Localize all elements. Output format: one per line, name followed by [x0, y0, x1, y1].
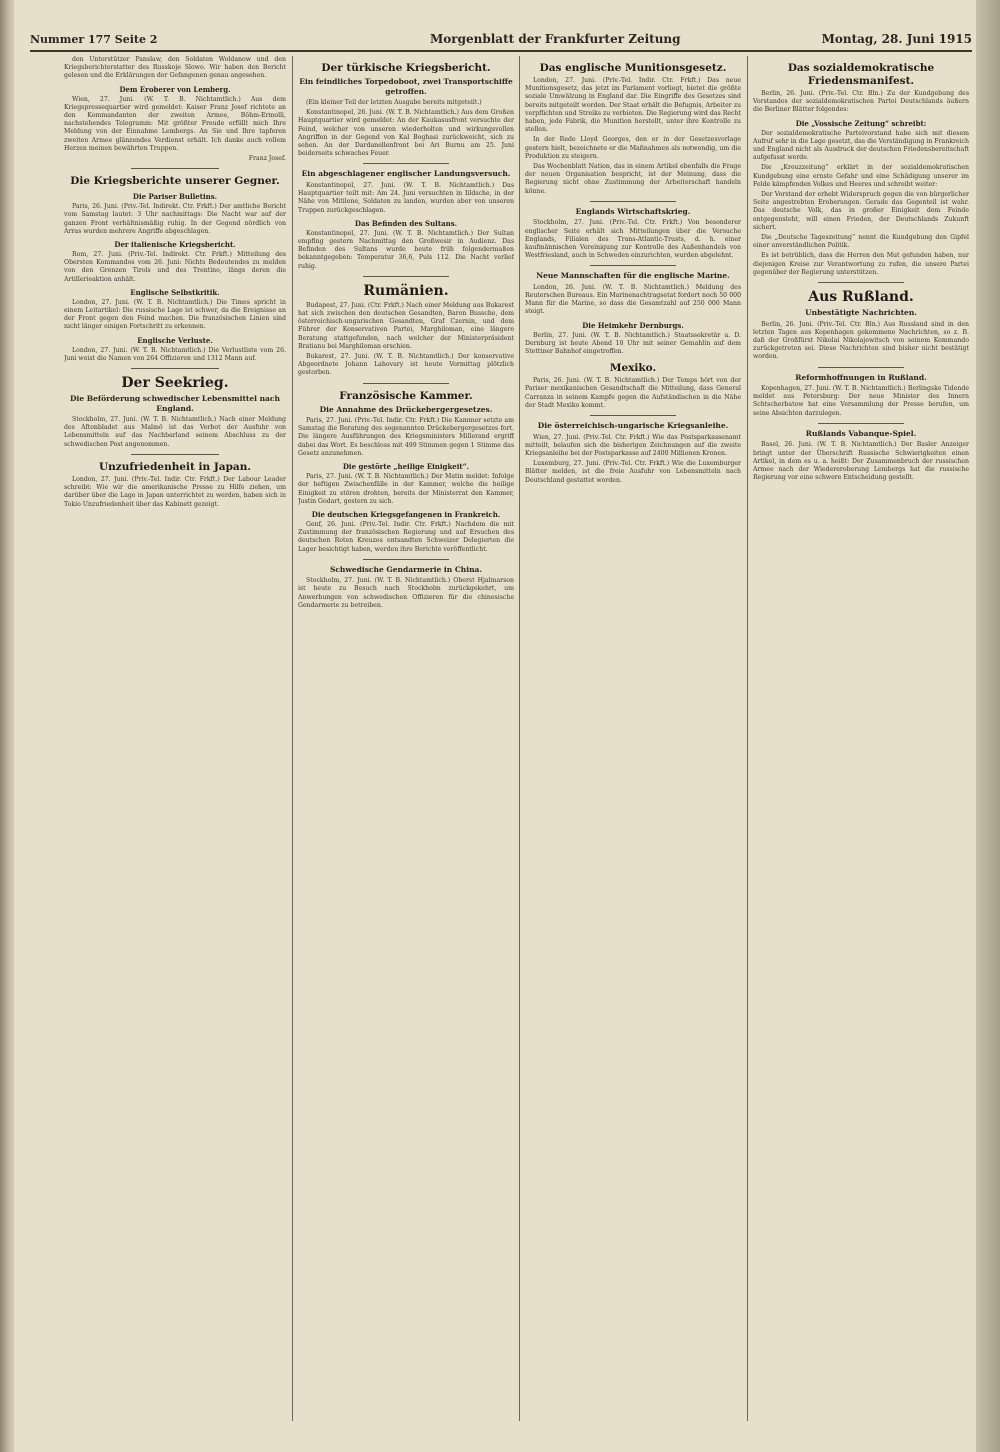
- article-heading: Das Befinden des Sultans.: [354, 218, 458, 228]
- divider: [818, 367, 904, 368]
- divider: [131, 454, 220, 455]
- divider: [590, 415, 676, 416]
- article-text: London, 27. Juni. (Priv.-Tel. Indir. Ctr. Frkft.) Der Labour Leader schreibt: Wie wir die amerikanische Presse zu Hilfe ziehen, um darüber über die Lage in Japan unterrichtet zu werden, haben sich in Tokio Unzufriedenheit über das Kabinett gezeigt.: [64, 475, 286, 508]
- article-text: Die „Deutsche Tageszeitung“ nennt die Kundgebung den Gipfel einer unverständlichen Politik.: [753, 234, 969, 250]
- section-heading: Aus Rußland.: [808, 289, 914, 306]
- article-text: Paris, 27. Juni. (W. T. B. Nichtamtlich.) Der Matin meldet: Infolge der heftigen Zwischenfälle in der Kammer, welche die heilige Einigkeit zu stören drohten, bereits der Ministerrat den Kammer, Justin Godart, gestern zu sich.: [298, 473, 514, 505]
- article-text: Budapest, 27. Juni. (Ctr. Frkft.) Nach einer Meldung aus Bukarest hat sich zwischen den deutschen Gesandten, Baron Bussche, dem österreichisch-ungarischen Gesandten, Graf Czernin, und dem Führer der Konservativen Partei, Marghiloman, eine längere Beratung stattgefunden, nach welcher der Ministerpräsident Bratianu bei Marghiloman erschien.: [298, 301, 514, 350]
- article-text: Wien, 27. Juni. (Priv.-Tel. Ctr. Frkft.) Wie das Postsparkassenamt mitteilt, belaufen sich die bisherigen Zeichnungen auf die zweite Kriegsanleihe bei der Postsparkasse auf 2400 Millionen Kronen.: [525, 433, 741, 457]
- article-text: London, 26. Juni. (W. T. B. Nichtamtlich.) Meldung des Reuterschen Bureaus. Ein Marinenachtragsetat fordert noch 50 000 Mann für die Marine, so dass die Gesamtzahl auf 250 000 Mann steigt.: [525, 283, 741, 316]
- section-heading: Der türkische Kriegsbericht.: [321, 62, 491, 74]
- article-text: Es ist betrüblich, dass die Herren den Mut gefunden haben, nur diejenigen Kreise zur Verantwortung zu rufen, die unsere Partei gegenüber der Regierung unterstützen.: [753, 252, 969, 276]
- section-heading: Der Seekrieg.: [121, 375, 229, 392]
- section-heading: Rumänien.: [363, 282, 449, 299]
- section-heading: Französische Kammer.: [339, 389, 473, 402]
- article-heading: Englische Verluste.: [137, 335, 213, 345]
- divider: [363, 163, 449, 164]
- divider: [590, 265, 676, 266]
- article-text: Kopenhagen, 27. Juni. (W. T. B. Nichtamtlich.) Berlingske Tidende meldet aus Petersburg: Der neue Minister des Innern Schtscherbatow hat eine Versammlung der Presse berufen, um seine Absichten darzulegen.: [753, 385, 969, 417]
- article-heading: Die gestörte „heilige Einigkeit“.: [342, 462, 470, 472]
- article-heading: Der italienische Kriegsbericht.: [114, 240, 236, 250]
- page-header: [30, 30, 972, 52]
- section-heading: Die Kriegsberichte unserer Gegner.: [70, 175, 280, 188]
- article-heading: Die österreichisch-ungarische Kriegsanleihe.: [537, 421, 729, 431]
- article-text: Paris, 26. Juni. (W. T. B. Nichtamtlich.) Der Temps hört von der Pariser mexikanischen Gesandtschaft die Mitteilung, dass General Carranza in seinem Kampfe gegen die Aufständischen in die Nähe der Stadt Mexiko kommt.: [525, 377, 741, 409]
- article-heading: Schwedische Gendarmerie in China.: [329, 564, 483, 574]
- article-heading: Englische Selbstkritik.: [130, 287, 220, 297]
- section-heading: Das englische Munitionsgesetz.: [539, 62, 727, 74]
- article-text: Stockholm, 27. Juni. (W. T. B. Nichtamtlich.) Nach einer Meldung des Aftonbladet aus Malmö ist das Verbot der Ausfuhr von Lebensmitteln auf das Nachbarland seinem Abschluss zu der schwedischen Post angenommen.: [64, 416, 286, 448]
- column-3: [525, 56, 741, 1426]
- signature: Franz Josef.: [248, 155, 286, 163]
- article-text: Konstantinopel, 27. Juni. (W. T. B. Nichtamtlich.) Das Hauptquartier teilt mit: Am 24. Juni versuchten in Iildsche, in der Nähe von Mitilene, Soldaten zu landen, wurden aber von unseren Truppen zurückgeschlagen.: [298, 181, 514, 214]
- divider: [818, 423, 904, 424]
- article-text: In der Rede Lloyd Georges, den er in der Gesetzesvorlage gestern hielt, bezeichnete er die Maßnahmen als notwendig, um die Produktion zu steigern.: [525, 136, 741, 160]
- article-subheading: Unbestätigte Nachrichten.: [805, 308, 917, 318]
- divider: [818, 282, 904, 283]
- article-subheading: Die Beförderung schwedischer Lebensmittel nach England.: [70, 394, 280, 413]
- column-2: [298, 56, 514, 1426]
- article-heading: Reformhoffnungen in Rußland.: [795, 372, 927, 382]
- column-rule: [747, 56, 748, 1421]
- article-heading: Dem Eroberer von Lemberg.: [119, 84, 231, 94]
- section-heading: Das sozialdemokratische Friedensmanifest.: [787, 62, 935, 87]
- article-text: Das Wochenblatt Nation, das in einem Artikel ebenfalls die Frage der neuen Organisation bespricht, ist der Meinung, dass die Regierung nicht ohne Zustimmung der Arbeiterschaft handeln könne.: [525, 163, 741, 195]
- article-heading: Die Pariser Bulletins.: [132, 192, 218, 202]
- article-heading: Die deutschen Kriegsgefangenen in Frankreich.: [311, 509, 501, 519]
- column-1: [64, 56, 286, 1426]
- article-text: Der Vorstand der erhebt Widerspruch gegen die von bürgerlicher Seite angestrebten Eroberungen. Gerade das Gegenteil ist wahr. Das deutsche Volk, das in großer Einigkeit dem Feinde entgegensteht, will einen Frieden, der Deutschlands Zukunft sichert.: [753, 191, 969, 231]
- section-heading: Unzufriedenheit in Japan.: [98, 460, 252, 473]
- article-heading: Neue Mannschaften für die englische Marine.: [536, 271, 730, 281]
- divider: [131, 368, 220, 369]
- article-text: Berlin, 27. Juni. (W. T. B. Nichtamtlich.) Staatssekretär a. D. Dernburg ist heute Abend 10 Uhr mit seiner Gemahlin auf dem Stettiner Bahnhof eingetroffen.: [525, 331, 741, 356]
- column-rule: [519, 56, 520, 1421]
- column-rule: [292, 56, 293, 1421]
- article-heading: Ein abgeschlagener englischer Landungsversuch.: [301, 169, 511, 179]
- article-text: Berlin, 26. Juni. (Priv.-Tel. Ctr. Bln.) Zu der Kundgebung des Vorstandes der sozialdemokratischen Partei Deutschlands äußern die Berliner Blätter folgendes:: [753, 90, 969, 114]
- divider: [590, 201, 676, 202]
- article-text: Bukarest, 27. Juni. (W. T. B. Nichtamtlich.) Der konservative Abgeordnete Johann Lahovary ist heute Vormittag plötzlich gestorben.: [298, 352, 514, 377]
- article-text: Paris, 27. Juni. (Priv.-Tel. Indir. Ctr. Frkft.) Die Kammer setzte am Samstag die Beratung des sogenannten Drückebergergesetzes fort. Die längere Ausführungen des Kriegsministers Millerand ergriff dabei das Wort. Es beschloss mit 499 Stimmen gegen 1 Stimme das Gesetz anzunehmen.: [298, 417, 514, 457]
- article-text: Wien, 27. Juni. (W. T. B. Nichtamtlich.) Aus dem Kriegspressequartier wird gemeldet: Kaiser Franz Josef richtete an den Kommandanten der zweiten Armee, Böhm-Ermolli, nachstehendes Telegramm: Mit größter Freude erfüllt mich Ihre Meldung von der Einnahme Lembergs. An Sie und Ihre tapferen zweiten Armee glänzendes Verdienst erhält. Ich danke auch vollem Herzen meinen bewährten Truppen.: [64, 95, 286, 152]
- article-text: Der sozialdemokratische Parteivorstand habe sich mit diesem Aufruf sehr in die Lage gesetzt, das die Verständigung in Frankreich und England nicht als Ausdruck der deutschen Friedensbereitschaft aufgefasst werde.: [753, 129, 969, 162]
- article-text: London, 27. Juni. (Priv.-Tel. Indir. Ctr. Frkft.) Das neue Munitionsgesetz, das jetzt im Parlament vorliegt, bietet die größte soziale Umwälzung in England dar. Die Eingriffe des Gesetzes sind bereits mitgeteilt worden. Der Staat erhält die Befugnis, Arbeiter zu verpflichten und Streiks zu verbieten. Die Regierung wird das Recht haben, jede Fabrik, die Munition herstellt, unter ihre Kontrolle zu stellen.: [525, 77, 741, 134]
- article-subheading: Ein feindliches Torpedoboot, zwei Transportschiffe getroffen.: [299, 77, 513, 96]
- page-edge: [976, 0, 1000, 1452]
- page-binding: [0, 0, 12, 1452]
- article-text: Konstantinopel, 27. Juni. (W. T. B. Nichtamtlich.) Der Sultan empfing gestern Nachmittag den Großwesir in Audienz. Das Befinden des Sultans wurde heute früh folgendermaßen bekanntgegeben: Temperatur 36,6, Puls 112. Die Nacht verlief ruhig.: [298, 229, 514, 270]
- divider: [131, 168, 220, 169]
- divider: [363, 276, 449, 277]
- article-note: (Ein kleiner Teil der letzten Ausgabe bereits mitgeteilt.): [306, 99, 482, 106]
- article-text: den Unterstützer Panslaw, den Soldaten Woldanow und den Kriegsberichterstatter des Russkoje Slowo. Wir haben den Bericht gelesen und die Erklärungen der Gefangenen genau angesehen.: [64, 56, 286, 80]
- article-subheading: Die „Vossische Zeitung“ schreibt:: [795, 118, 927, 128]
- article-text: Paris, 26. Juni. (Priv.-Tel. Indirekt. Ctr. Frkft.) Der amtliche Bericht vom Samstag lautet: 3 Uhr nachmittags: Die Nacht war auf der ganzen Front verhältnismäßig ruhig. In der Gegend nördlich von Arras wurden mehrere Angriffe abgeschlagen.: [64, 203, 286, 235]
- article-text: Berlin, 26. Juni. (Priv.-Tel. Ctr. Bln.) Aus Russland sind in den letzten Tagen aus Kopenhagen gekommene Nachrichten, so z. B. daß der Großfürst Nikolai Nikolajewitsch von seinem Kommando zurückgetreten sei. Diese Nachrichten sind bisher nicht bestätigt worden.: [753, 320, 969, 361]
- article-text: Luxemburg, 27. Juni. (Priv.-Tel. Ctr. Frkft.) Wie die Luxemburger Blätter melden, ist die freie Ausfuhr von Lebensmitteln nach Deutschland gestattet worden.: [525, 460, 741, 484]
- article-text: Rom, 27. Juni. (Priv.-Tel. Indirekt. Ctr. Frkft.) Mitteilung des Obersten Kommandos vom 26. Juni: Nichts Bedeutendes zu melden von den Grenzen Tirols und des Trentino, längs deren die Artillerieaktion anhält.: [64, 251, 286, 283]
- article-text: Stockholm, 27. Juni. (Priv.-Tel. Ctr. Frkft.) Von besonderer englischer Seite erhält sich Mitteilungen über die Versuche Englands, Filialen des Trans-Atlantic-Trusts, d. h. einer kaufmännischen Vereinigung zur Kontrolle des Außenhandels von Westfriesland, auch in Schweden einzurichten, wurden abgelehnt.: [525, 219, 741, 260]
- article-heading: Englands Wirtschaftskrieg.: [575, 206, 691, 216]
- issue-date: Montag, 28. Juni 1915: [821, 32, 972, 46]
- article-heading: Rußlands Vabanque-Spiel.: [805, 428, 917, 438]
- article-text: Die „Kreuzzeitung“ erklärt in der sozialdemokratischen Kundgebung eine ernste Gefahr und eine Schädigung unserer im Felde kämpfenden Volkes und Heeres und schreibt weiter:: [753, 164, 969, 188]
- article-text: London, 27. Juni. (W. T. B. Nichtamtlich.) Die Verlustliste vom 26. Juni weist die Namen von 264 Offizieren und 1312 Mann auf.: [64, 346, 286, 362]
- article-text: London, 27. Juni. (W. T. B. Nichtamtlich.) Die Times spricht in einem Leitartikel: Die russische Lage ist schwer, da die Ereignisse an der Front gegen den Feind machen. Die französischen Linien sind nicht länger einigen Fortschritt zu erkennen.: [64, 298, 286, 331]
- article-text: Konstantinopel, 26. Juni. (W. T. B. Nichtamtlich.) Aus dem Großen Hauptquartier wird gemeldet: An der Kaukasusfront versuchte der Feind, welcher von unseren wiederholten und wirkungsvollen Angriffen in der Gegend von Kal Boghasi zurückweicht, sich zu sehen. An der Dardanellenfront bei Ari Burnu am 25. Juni beiderseits schwaches Feuer.: [298, 109, 514, 158]
- issue-number: Nummer 177 Seite 2: [30, 33, 158, 46]
- divider: [363, 383, 449, 384]
- article-heading: Die Heimkehr Dernburgs.: [582, 320, 684, 330]
- divider: [363, 559, 449, 560]
- article-text: Genf, 26. Juni. (Priv.-Tel. Indir. Ctr. Frkft.) Nachdem die mit Zustimmung der französischen Regierung und auf Ersuchen des deutschen Roten Kreuzes entsandten Schweizer Delegierten die Lager besichtigt haben, werden ihre Berichte veröffentlicht.: [298, 520, 514, 553]
- article-text: Stockholm, 27. Juni. (W. T. B. Nichtamtlich.) Oberst Hjalmarson ist heute zu Besuch nach Stockholm zurückgekehrt, um Anwerbungen von schwedischen Offizieren für die chinesische Gendarmerie zu betreiben.: [298, 577, 514, 609]
- masthead: Morgenblatt der Frankfurter Zeitung: [430, 32, 681, 46]
- column-4: [753, 56, 969, 1426]
- section-heading: Mexiko.: [609, 362, 657, 375]
- article-subheading: Die Annahme des Drückebergergesetzes.: [319, 404, 493, 414]
- article-text: Basel, 26. Juni. (W. T. B. Nichtamtlich.) Der Basler Anzeiger bringt unter der Überschrift Russische Schwierigkeiten einen Artikel, in dem es u. a. heißt: Der Zusammenbruch der russischen Armee nach der Wiedereroberung Lembergs hat die russische Regierung vor eine schwere Entscheidung gestellt.: [753, 441, 969, 482]
